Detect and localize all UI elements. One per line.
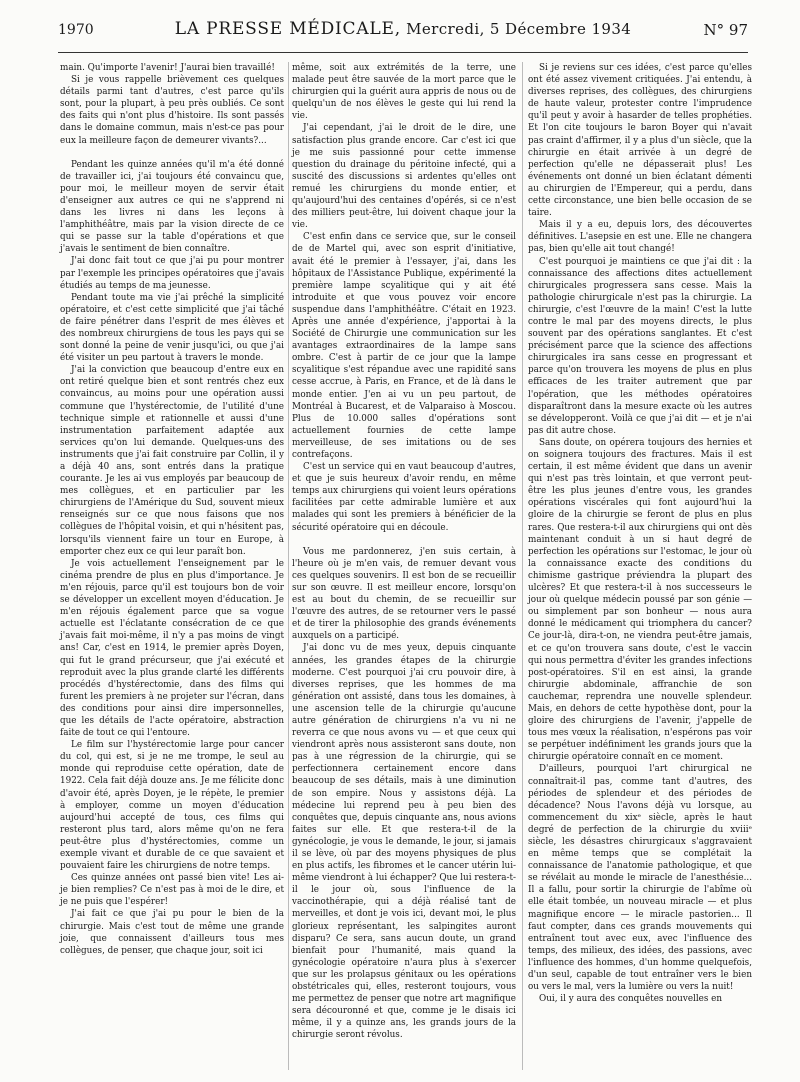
paragraph: main. Qu'importe l'avenir! J'aurai bien travaillé!	[60, 63, 275, 73]
paragraph: Si je reviens sur ces idées, c'est parce qu'elles ont été assez vivement critiquées. J'ai entendu, à diverses reprises, des collègues, des chirurgiens de haute valeur, protester contre l'imprudence qu'il peut y avoir à hasarder de telles prophéties. Et l'on cite toujours le baron Boyer qui n'avait pas craint d'affirmer, il y a plus d'un siècle, que la chirurgie en était arrivée à un degré de perfection qu'elle ne dépasserait plus! Les événements ont donné un bien éclatant démenti au chirurgien de l'Empereur, qui a perdu, dans cette circonstance, une bien belle occasion de se taire.	[528, 63, 752, 219]
paragraph: Pendant toute ma vie j'ai prêché la simplicité opératoire, et c'est cette simplicité que j'ai tâché de faire pénétrer dans l'esprit de mes élèves et des nombreux chirurgiens de tous les pays qui se sont donné la peine de venir jusqu'ici, ou que j'ai été visiter un peu partout à travers le monde.	[60, 292, 284, 364]
paragraph: J'ai la conviction que beaucoup d'entre eux en ont retiré quelque bien et sont rentrés chez eux convaincus, au moins pour une opération aussi commune que l'hystérectomie, de l'utilité d'une technique simple et rationnelle et aussi d'une instrumentation parfaitement adaptée aux services qu'on lui demande. Quelques-uns des instruments que j'ai fait construire par Collin, il y a déjà 40 ans, sont entrés dans la pratique courante. Je les ai vus employés par beaucoup de mes collègues, et en particulier par les chirurgiens de l'Amérique du Sud, souvent mieux renseignés sur ce que nous faisons que nos collègues de l'hôpital voisin, et qui n'hésitent pas, lorsqu'ils viennent faire un tour en Europe, à emporter chez eux ce qui leur paraît bon.	[60, 365, 284, 557]
paragraph: Pendant les quinze années qu'il m'a été donné de travailler ici, j'ai toujours été convaincu que, pour moi, le meilleur moyen de servir était d'enseigner aux autres ce qui ne s'apprend ni dans les livres ni dans les leçons à l'amphithéâtre, mais par la vision directe de ce qui se passe sur la table d'opérations et que j'avais le sentiment de bien connaître.	[60, 159, 284, 255]
paragraph: J'ai fait ce que j'ai pu pour le bien de la chirurgie. Mais c'est tout de même une grande joie, que connaissent d'ailleurs tous mes collègues, de penser, que chaque jour, soit ici	[60, 909, 284, 956]
paragraph: Si je vous rappelle brièvement ces quelques détails parmi tant d'autres, c'est parce qu'ils sont, pour la plupart, à peu près oubliés. Ce sont des faits qui n'ont plus d'histoire. Ils sont passés dans le domaine commun, mais n'est-ce pas pour eux la meilleure façon de demeurer vivants?...	[60, 75, 284, 146]
page-header	[58, 16, 748, 46]
column-divider	[288, 62, 289, 1070]
journal-title: LA PRESSE MÉDICALE,	[174, 19, 401, 39]
paragraph: Ces quinze années ont passé bien vite! Les ai-je bien remplies? Ce n'est pas à moi de le dire, et je ne puis que l'espérer!	[60, 873, 284, 908]
paragraph: C'est pourquoi je maintiens ce que j'ai dit : la connaissance des affections dites actuellement chirurgicales progressera sans cesse. Mais la pathologie chirurgicale n'est pas la chirurgie. La chirurgie, c'est l'œuvre de la main! C'est la lutte contre le mal par des moyens directs, le plus souvent par des opérations sanglantes. Et c'est précisément parce que la science des affections chirurgicales ira sans cesse en progressant et parce qu'on trouvera les moyens de plus en plus efficaces de les traiter autrement que par l'opération, que les méthodes opératoires disparaîtront dans la mesure exacte où les autres se développeront. Voilà ce que j'ai dit — et je n'ai pas dit autre chose.	[528, 256, 752, 436]
column-divider	[522, 62, 523, 1070]
masthead	[58, 19, 748, 39]
paragraph: C'est enfin dans ce service que, sur le conseil de de Martel qui, avec son esprit d'initiative, avait été le premier à l'essayer, j'ai, dans les hôpitaux de l'Assistance Publique, expérimenté la première lampe scyalitique qui y ait été introduite et que vous pouvez voir encore suspendue dans l'amphithéâtre. C'était en 1923. Après une année d'expérience, j'apportai à la Société de Chirurgie une communication sur les avantages extraordinaires de la lampe sans ombre. C'est à partir de ce jour que la lampe scyalitique s'est répandue avec une rapidité sans cesse accrue, à Paris, en France, et de là dans le monde entier. J'en ai vu un peu partout, de Montréal à Bucarest, et de Valparaiso à Moscou. Plus de 10.000 salles d'opérations sont actuellement fournies de cette lampe merveilleuse, de ses imitations ou de ses contrefaçons.	[292, 232, 516, 460]
paragraph: D'ailleurs, pourquoi l'art chirurgical ne connaîtrait-il pas, comme tant d'autres, des périodes de splendeur et des périodes de décadence? Nous l'avons déjà vu lorsque, au commencement du xixᵉ siècle, après le haut degré de perfection de la chirurgie du xviiiᵉ siècle, les désastres chirurgicaux s'aggravaient en même temps que se complétait la connaissance de l'anatomie pathologique, et que se révélait au monde le miracle de l'anesthésie... Il a fallu, pour sortir la chirurgie de l'abîme où elle était tombée, un nouveau miracle — et plus magnifique encore — le miracle pastorien... Il faut compter, dans ces grands mouvements qui entraînent tout avec eux, avec l'influence des temps, des milieux, des idées, des passions, avec l'influence des hommes, d'un homme quelquefois, d'un seul, capable de tout entraîner vers le bien ou vers le mal, vers la lumière ou vers la nuit!	[528, 764, 752, 993]
paragraph: J'ai donc fait tout ce que j'ai pu pour montrer par l'exemple les principes opératoires que j'avais étudiés au temps de ma jeunesse.	[60, 256, 284, 291]
header-rule	[58, 52, 748, 53]
text-column-1	[60, 62, 284, 957]
text-column-2	[292, 62, 516, 1042]
text-column-3	[528, 62, 752, 1005]
paragraph: Le film sur l'hystérectomie large pour cancer du col, qui est, si je ne me trompe, le seul au monde qui reproduise cette opération, date de 1922. Cela fait déjà douze ans. Je me félicite donc d'avoir été, après Doyen, je le répète, le premier à employer, comme un moyen d'éducation aujourd'hui accepté de tous, ces films qui resteront plus tard, alors même qu'on ne fera peut-être plus d'hystérectomies, comme un exemple vivant et durable de ce que savaient et pouvaient faire les chirurgiens de notre temps.	[60, 740, 284, 872]
paragraph: Oui, il y aura des conquêtes nouvelles en	[539, 994, 723, 1005]
paragraph: Sans doute, on opérera toujours des hernies et on soignera toujours des fractures. Mais il est certain, il est même évident que dans un avenir qui n'est pas très lointain, et que verront peut-être les plus jeunes d'entre vous, les grandes opérations viscérales qui font aujourd'hui la gloire de la chirurgie se feront de plus en plus rares. Que restera-t-il aux chirurgiens qui ont dès maintenant conduit à un si haut degré de perfection les opérations sur l'estomac, le jour où la connaissance exacte des conditions du chimisme gastrique préviendra la plupart des ulcères? Et que restera-t-il à nos successeurs le jour où quelque médecin poussé par son génie — ou simplement par son bonheur — nous aura donné le médicament qui triomphera du cancer? Ce jour-là, dira-t-on, ne viendra peut-être jamais, et ce qu'on trouvera sans doute, c'est le vaccin qui nous permettra d'éviter les grandes infections post-opératoires. S'il en est ainsi, la grande chirurgie abdominale, affranchie de son cauchemar, reprendra une nouvelle splendeur. Mais, en dehors de cette hypothèse dont, pour la gloire des chirurgiens de l'avenir, j'appelle de tous mes vœux la réalisation, n'espérons pas voir se perpétuer indéfiniment les grands jours que la chirurgie opératoire connaît en ce moment.	[528, 437, 752, 763]
paragraph: Mais il y a eu, depuis lors, des découvertes définitives. L'asepsie en est une. Elle ne changera pas, bien qu'elle ait tout changé!	[528, 220, 752, 255]
paragraph: J'ai donc vu de mes yeux, depuis cinquante années, les grandes étapes de la chirurgie moderne. C'est pourquoi j'ai cru pouvoir dire, à diverses reprises, que les hommes de ma génération ont assisté, dans tous les domaines, à une ascension telle de la chirurgie qu'aucune autre génération de chirurgiens n'a vu ni ne reverra ce que nous avons vu — et que ceux qui viendront après nous assisteront sans doute, non pas à une régression de la chirurgie, qui se perfectionnera certainement encore dans beaucoup de ses détails, mais à une diminution de son empire. Nous y assistons déjà. La médecine lui reprend peu à peu bien des conquêtes que, depuis cinquante ans, nous avions faites sur elle. Et que restera-t-il de la gynécologie, je vous le demande, le jour, si jamais il se lève, où par des moyens physiques de plus en plus actifs, les fibromes et le cancer utérin lui-même viendront à lui échapper? Que lui restera-t-il le jour où, sous l'influence de la vaccinothérapie, qui a déjà réalisé tant de merveilles, et dont je vois ici, devant moi, le plus glorieux représentant, les salpingites auront disparu? Ce sera, sans aucun doute, un grand bienfait pour l'humanité, mais quand la gynécologie opératoire n'aura plus à s'exercer que sur les prolapsus génitaux ou les opérations obstétricales qui, elles, resteront toujours, vous me permettez de penser que notre art magnifique sera découronné et que, comme je le disais ici même, il y a quinze ans, les grands jours de la chirurgie seront révolus.	[292, 643, 516, 1041]
page-number: 1970	[58, 22, 94, 38]
paragraph: même, soit aux extrémités de la terre, une malade peut être sauvée de la mort parce que le chirurgien qui la guérit aura appris de nous ou de quelqu'un de nos élèves le geste qui lui rend la vie.	[292, 63, 516, 122]
issue-number: N° 97	[703, 21, 748, 39]
issue-date: Mercredi, 5 Décembre 1934	[406, 20, 632, 38]
paragraph: J'ai cependant, j'ai le droit de le dire, une satisfaction plus grande encore. Car c'est ici que je me suis passionné pour cette immense question du drainage du péritoine infecté, qui a suscité des discussions si ardentes qu'elles ont remué les chirurgiens du monde entier, et qu'aujourd'hui des centaines d'opérés, si ce n'est des milliers peut-être, lui doivent chaque jour la vie.	[292, 123, 516, 231]
paragraph: Je vois actuellement l'enseignement par le cinéma prendre de plus en plus d'importance. Je m'en réjouis, parce qu'il est toujours bon de voir se développer un excellent moyen d'éducation. Je m'en réjouis également parce que sa vogue actuelle est l'éclatante consécration de ce que j'avais fait moi-même, il n'y a pas moins de vingt ans! Car, c'est en 1914, le premier après Doyen, qui fut le grand précurseur, que j'ai exécuté et reproduit avec la plus grande clarté les différents procédés d'hystérectomie, dans des films qui furent les premiers à ne projeter sur l'écran, dans des conditions pour ainsi dire impersonnelles, que les détails de l'acte opératoire, abstraction faite de tout ce qui l'entoure.	[60, 558, 284, 739]
paragraph: Vous me pardonnerez, j'en suis certain, à l'heure où je m'en vais, de remuer devant vous ces quelques souvenirs. Il est bon de se recueillir sur son œuvre. Il est meilleur encore, lorsqu'on est au bout du chemin, de se recueillir sur l'œuvre des autres, de se retourner vers le passé et de tirer la philosophie des grands événements auxquels on a participé.	[292, 546, 516, 642]
paragraph: C'est un service qui en vaut beaucoup d'autres, et que je suis heureux d'avoir rendu, en même temps aux chirurgiens qui voient leurs opérations facilitées par cette admirable lumière et aux malades qui sont les premiers à bénéficier de la sécurité opératoire qui en découle.	[292, 462, 516, 533]
